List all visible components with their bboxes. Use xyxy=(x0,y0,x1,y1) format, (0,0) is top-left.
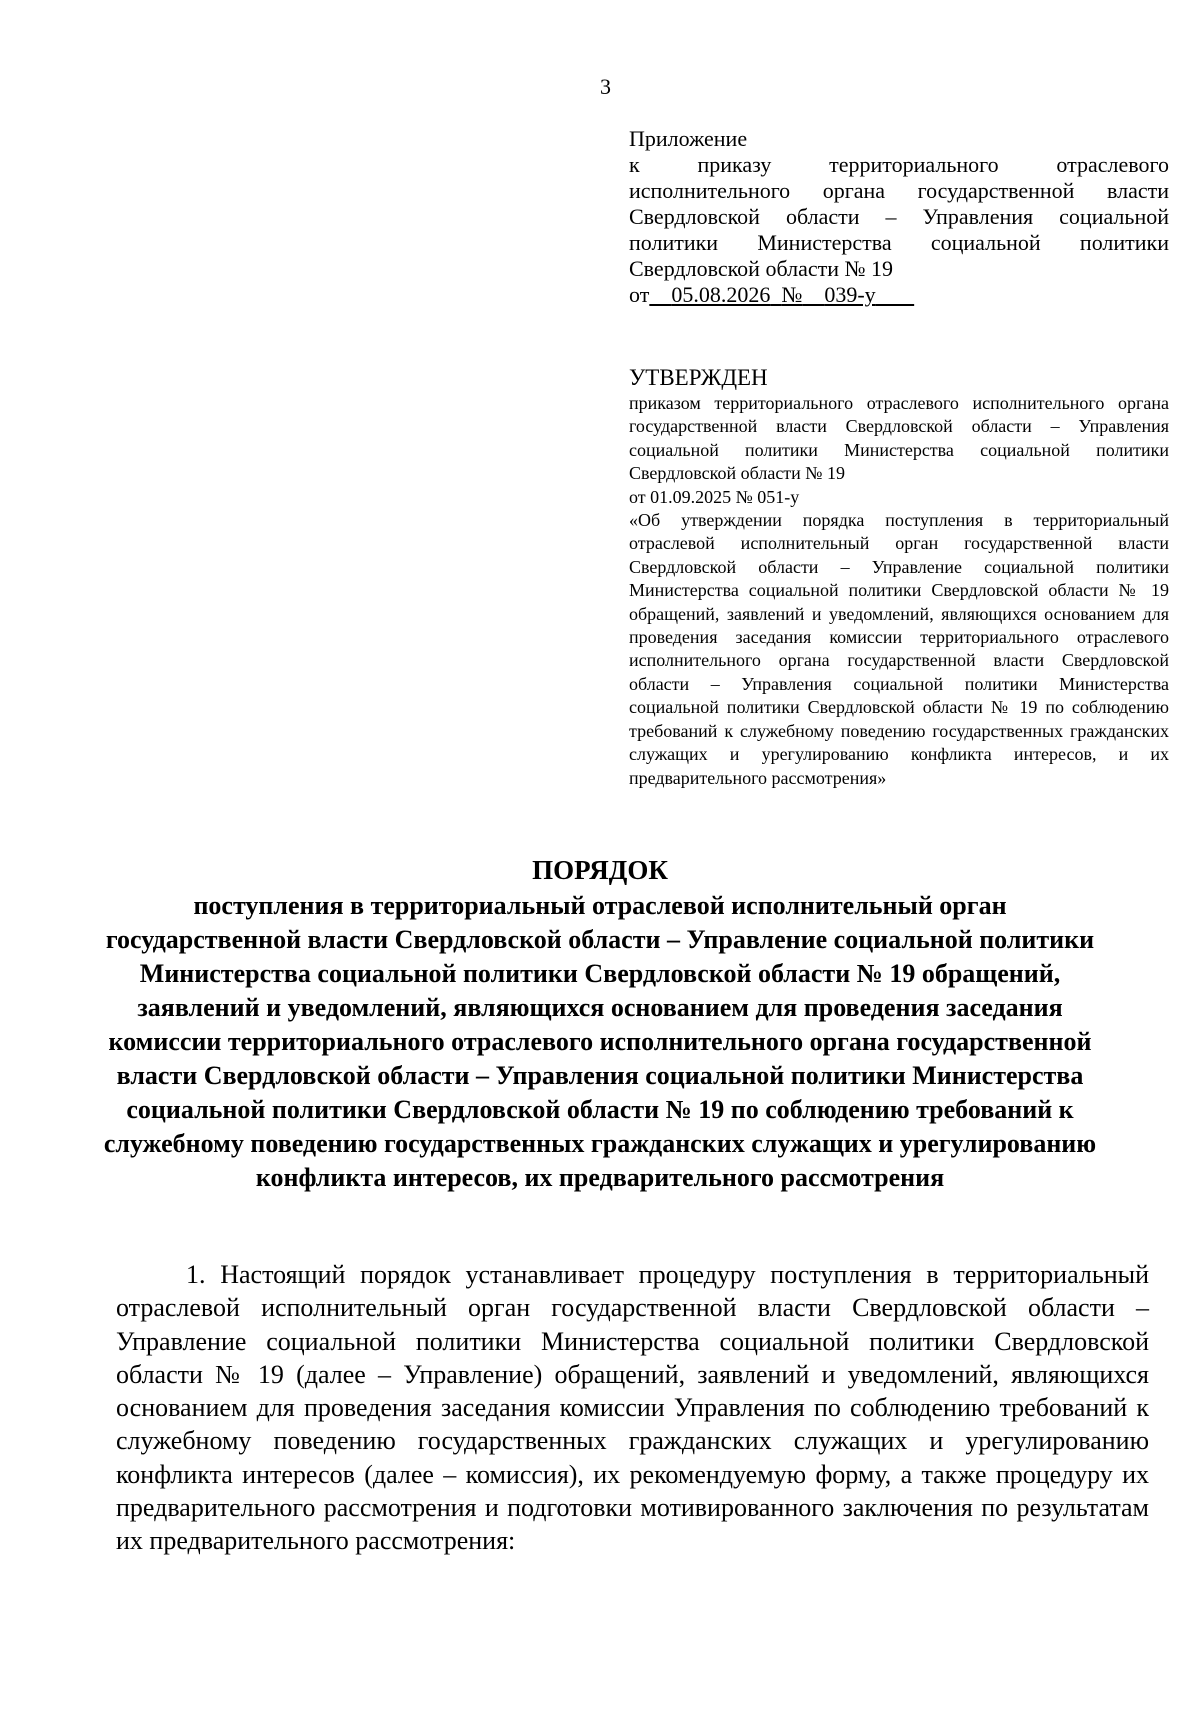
approved-block xyxy=(629,364,1169,790)
appendix-title: Приложение xyxy=(629,126,748,151)
document-title xyxy=(100,853,1100,1195)
approved-title: УТВЕРЖДЕН xyxy=(629,365,768,390)
approved-order-text: приказом территориального отраслевого исполнительного органа государственной власти Свердловской области – Управления социальной политики Министерства социальной политики Свердловской области № 19 xyxy=(629,393,1169,484)
paragraph-1: 1. Настоящий порядок устанавливает процедуру поступления в территориальный отраслевой исполнительный орган государственной власти Свердловской области – Управление социальной политики Министерства социальной политики Свердловской области № 19 (далее – Управление) обращений, заявлений и уведомлений, являющихся основанием для проведения заседания комиссии Управления по соблюдению требований к служебному поведению государственных гражданских служащих и урегулированию конфликта интересов (далее – комиссия), их рекомендуемую форму, а также процедуру их предварительного рассмотрения и подготовки мотивированного заключения по результатам их предварительного рассмотрения: xyxy=(116,1260,1149,1556)
appendix-text: к приказу территориального отраслевого исполнительного органа государственной власти Свердловской области – Управления социальной политики Министерства социальной политики Свердловской области № 19 xyxy=(629,152,1169,281)
approved-order-name: «Об утверждении порядка поступления в территориальный отраслевой исполнительный орган государственной власти Свердловской области – Управление социальной политики Министерства социальной политики Свердловской области № 19 обращений, заявлений и уведомлений, являющихся основанием для проведения заседания комиссии территориального отраслевого исполнительного органа государственной власти Свердловской области – Управления социальной политики Министерства социальной политики Свердловской области № 19 по соблюдению требований к служебному поведению государственных гражданских служащих и урегулированию конфликта интересов, и их предварительного рассмотрения» xyxy=(629,510,1169,788)
approved-order-date: от 01.09.2025 № 051-у xyxy=(629,486,800,507)
appendix-date-line xyxy=(629,282,1169,308)
document-subtitle: поступления в территориальный отраслевой исполнительный орган государственной власти Свердловской области – Управление социальной политики Министерства социальной политики Свердловской области № 19 обращений, заявлений и уведомлений, являющихся основанием для проведения заседания комиссии территориального отраслевого исполнительного органа государственной власти Свердловской области – Управления социальной политики Министерства социальной политики Свердловской области № 19 по соблюдению требований к служебному поведению государственных гражданских служащих и урегулированию конфликта интересов, их предварительного рассмотрения xyxy=(103,891,1097,1192)
date-prefix: от xyxy=(629,282,650,307)
appendix-block xyxy=(629,126,1169,308)
number-prefix: № xyxy=(781,282,803,307)
number-value: 039-у xyxy=(824,282,876,307)
page-number: 3 xyxy=(600,74,611,99)
date-value: 05.08.2026 xyxy=(671,282,771,307)
document-heading: ПОРЯДОК xyxy=(532,855,668,885)
